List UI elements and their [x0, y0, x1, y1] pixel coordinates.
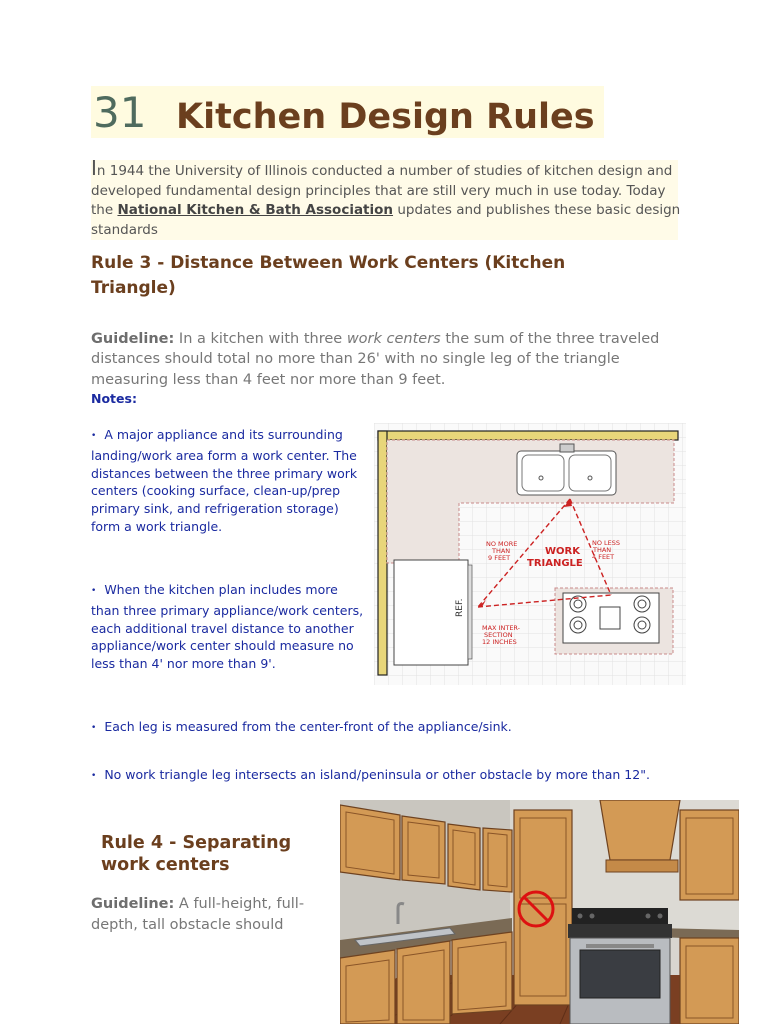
- drop-letter: I: [91, 156, 97, 180]
- notes-heading: Notes:: [91, 391, 137, 406]
- bullet: •: [91, 431, 97, 441]
- nkba-link[interactable]: National Kitchen & Bath Association: [117, 202, 394, 218]
- note-item: [91, 581, 366, 673]
- note-text: When the kitchen plan includes more than three primary appliance/work centers, each additional travel distance to another appliance/work center should measure no less than 4' nor more than 9'.: [91, 582, 364, 672]
- bullet: •: [91, 723, 97, 733]
- intro-text: n 1944 the University of Illinois conducted a number of studies of kitchen design and developed fundamental design principles that are still very much in use today. Today the: [91, 163, 673, 218]
- page-title: Kitchen Design Rules: [176, 97, 595, 137]
- triangle-label: TRIANGLE: [527, 558, 583, 569]
- work-triangle-diagram: [374, 423, 686, 685]
- ref-label: REF.: [455, 598, 465, 617]
- bullet: •: [91, 586, 97, 596]
- no-more-label: 9 FEET: [488, 554, 511, 562]
- kitchen-illustration: [340, 800, 739, 1024]
- intro-text-end: updates and publishes these basic design standards: [91, 202, 681, 238]
- max-label: SECTION: [484, 631, 513, 639]
- no-more-label: THAN: [492, 547, 511, 555]
- guideline-text: In a kitchen with three: [174, 331, 347, 347]
- note-text: Each leg is measured from the center-front of the appliance/sink.: [104, 719, 512, 734]
- guideline-label: Guideline:: [91, 896, 175, 912]
- no-less-label: NO LESS: [592, 539, 621, 547]
- rule3-guideline: [91, 329, 681, 390]
- max-label: MAX INTER-: [482, 624, 521, 632]
- note-text: A major appliance and its surrounding landing/work area form a work center. The distances between the three primary work centers (cooking surface, clean-up/prep primary sink, and refrigeration storage) form a work triangle.: [91, 427, 358, 534]
- rule4-heading: Rule 4 - Separating work centers: [101, 833, 292, 875]
- note-text: No work triangle leg intersects an island/peninsula or other obstacle by more than 12".: [104, 767, 650, 782]
- rule3-heading: Rule 3 - Distance Between Work Centers (Kitchen Triangle): [91, 253, 566, 298]
- no-less-label: THAN: [593, 546, 612, 554]
- note-item: [91, 426, 361, 536]
- guideline-text: A full-height, full-depth, tall obstacle should: [91, 896, 305, 933]
- max-label: 12 INCHES: [482, 638, 517, 646]
- note-item: [91, 718, 711, 739]
- rule4-guideline: [91, 894, 336, 936]
- work-label: WORK: [545, 546, 580, 557]
- section-number: 31: [93, 88, 147, 137]
- bullet: •: [91, 771, 97, 781]
- intro-paragraph: [91, 156, 691, 240]
- no-less-label: 4 FEET: [592, 553, 615, 561]
- note-item: [91, 766, 691, 787]
- no-more-label: NO MORE: [486, 540, 518, 548]
- guideline-emphasis: work centers: [346, 331, 441, 347]
- guideline-label: Guideline:: [91, 331, 175, 347]
- guideline-text-end: the sum of the three traveled distances should total no more than 26' with no single leg of the triangle measuring less than 4 feet nor more than 9 feet.: [91, 331, 660, 388]
